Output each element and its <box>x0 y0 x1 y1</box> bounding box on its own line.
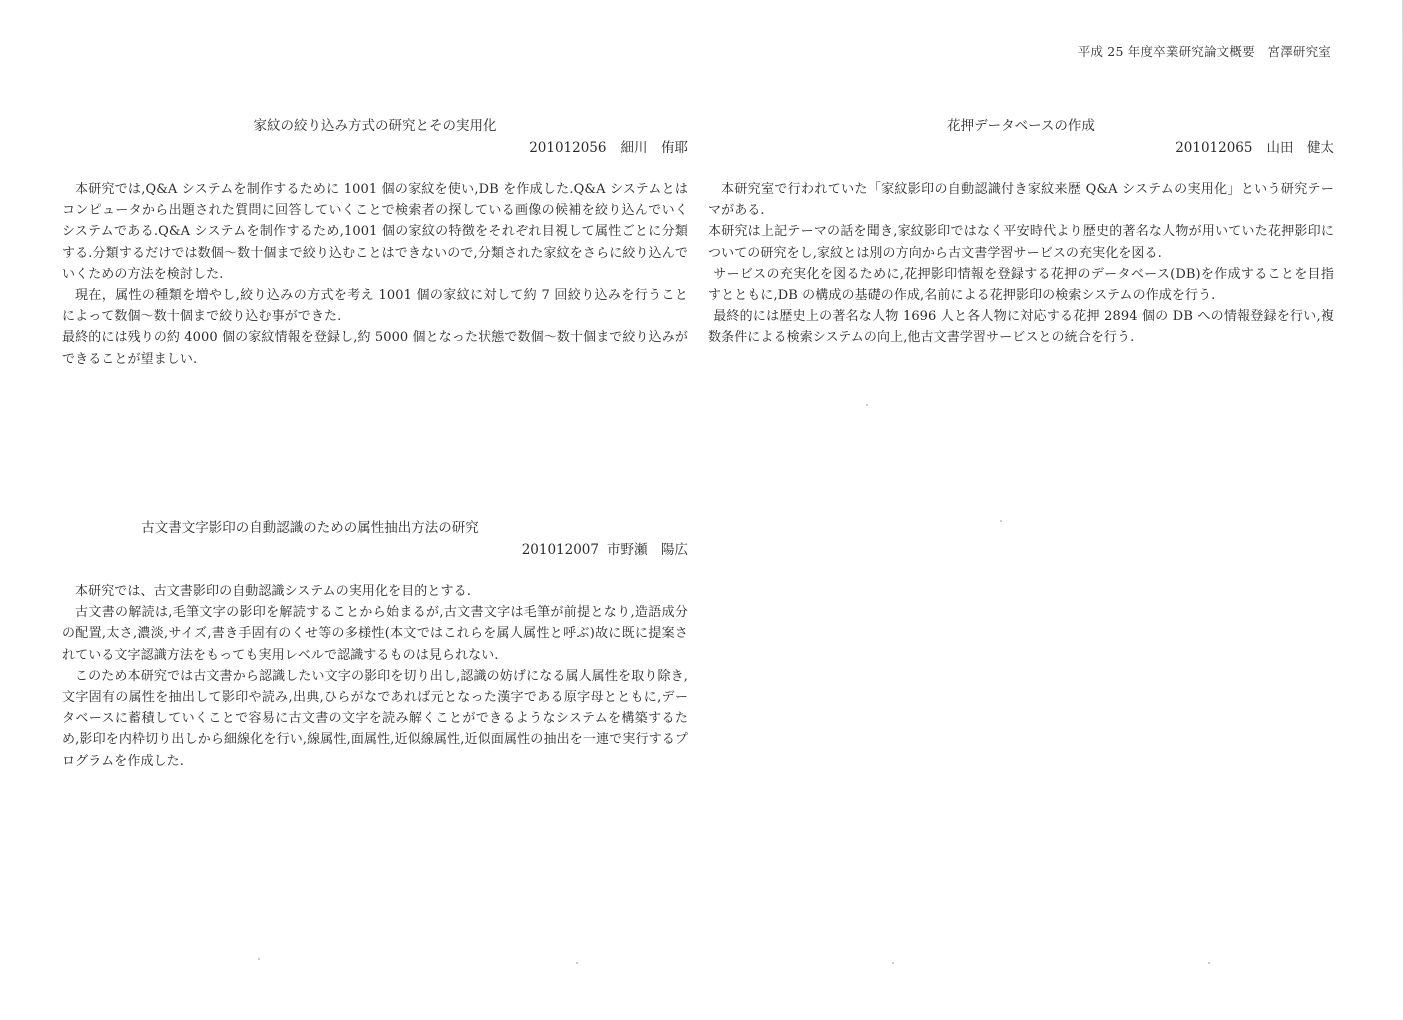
body-paragraph: 本研究は上記テーマの話を聞き,家紋影印ではなく平安時代より歴史的著名な人物が用いていた花押影印についての研究をし,家紋とは別の方向から古文書学習サービスの充実化を図る. <box>708 224 1334 261</box>
body-paragraph: サービスの充実化を図るために,花押影印情報を登録する花押のデータベース(DB)を作成することを目指すとともに,DB の構成の基礎の作成,名前による花押影印の検索システムの作成を行う. <box>708 266 1334 304</box>
author-name: 細川 侑耶 <box>620 140 688 156</box>
abstract-title: 花押データベースの作成 <box>947 118 1095 134</box>
student-id: 201012056 <box>529 140 607 156</box>
abstract-kaou-database <box>708 116 1334 349</box>
body-paragraph: 最終的には残りの約 4000 個の家紋情報を登録し,約 5000 個となった状態で数個～数十個まで絞り込みができることが望ましい. <box>62 330 688 367</box>
body-paragraph: 古文書の解読は,毛筆文字の影印を解読することから始まるが,古文書文字は毛筆が前提となり,造語成分の配置,太さ,濃淡,サイズ,書き手固有のくせ等の多様性(本文ではこれらを属人属性と呼ぶ)故に既に提案されている文字認識方法をもっても実用レベルで認識するものは見られない. <box>62 605 688 663</box>
body-paragraph: 本研究室で行われていた「家紋影印の自動認識付き家紋来歴 Q&A システムの実用化」という研究テーマがある. <box>708 182 1334 219</box>
body-paragraph: 本研究では,Q&A システムを制作するために 1001 個の家紋を使い,DB を作成した.Q&A システムとはコンピュータから出題された質問に回答していくことで検索者の探している画像の候補を絞り込んでいくシステムである.Q&A システムを制作するため,1001 個の家紋の特徴をそれぞれ目視して属性ごとに分類する.分類するだけでは数個～数十個まで絞り込むことはできないので,分類された家紋をさらに絞り込んでいくための方法を検討した. <box>62 182 688 282</box>
student-id: 201012065 <box>1175 140 1253 156</box>
scan-speck <box>258 958 260 960</box>
student-id: 201012007 <box>521 542 599 558</box>
scan-speck <box>866 404 868 406</box>
abstract-kamon-narrowing <box>62 116 688 370</box>
author-name: 市野瀬 陽広 <box>607 542 688 558</box>
abstract-komonjo-attribute-extraction <box>62 518 688 772</box>
author-line <box>62 540 688 560</box>
scan-speck <box>576 962 578 964</box>
author-line <box>708 138 1334 158</box>
abstract-title: 古文書文字影印の自動認識のための属性抽出方法の研究 <box>141 520 479 536</box>
page-header: 平成 25 年度卒業研究論文概要 宮澤研究室 <box>1077 44 1331 59</box>
abstract-title: 家紋の絞り込み方式の研究とその実用化 <box>253 118 497 134</box>
abstract-body <box>62 179 688 370</box>
body-paragraph: 最終的には歴史上の著名な人物 1696 人と各人物に対応する花押 2894 個の DB への情報登録を行い,複数条件による検索システムの向上,他古文書学習サービスとの統合を行う. <box>708 309 1334 346</box>
abstract-body <box>62 581 688 772</box>
abstract-body <box>708 179 1334 349</box>
scan-speck <box>1000 520 1002 522</box>
body-paragraph: 現在，属性の種類を増やし,絞り込みの方式を考え 1001 個の家紋に対して約 7 回絞り込みを行うことによって数個～数十個まで絞り込む事ができた. <box>62 288 688 325</box>
author-name: 山田 健太 <box>1266 140 1334 156</box>
body-paragraph: 本研究では、古文書影印の自動認識システムの実用化を目的とする. <box>75 584 471 599</box>
scan-speck <box>892 962 894 964</box>
body-paragraph: このため本研究では古文書から認識したい文字の影印を切り出し,認識の妨げになる属人属性を取り除き,文字固有の属性を抽出して影印や読み,出典,ひらがなであれば元となった漢字である原字母とともに,データベースに蓄積していくことで容易に古文書の文字を読み解くことができるようなシステムを構築するため,影印を内枠切り出しから細線化を行い,線属性,面属性,近似線属性,近似面属性の抽出を一連で実行するプログラムを作成した. <box>62 668 688 769</box>
scan-speck <box>1208 962 1210 964</box>
author-line <box>62 138 688 158</box>
